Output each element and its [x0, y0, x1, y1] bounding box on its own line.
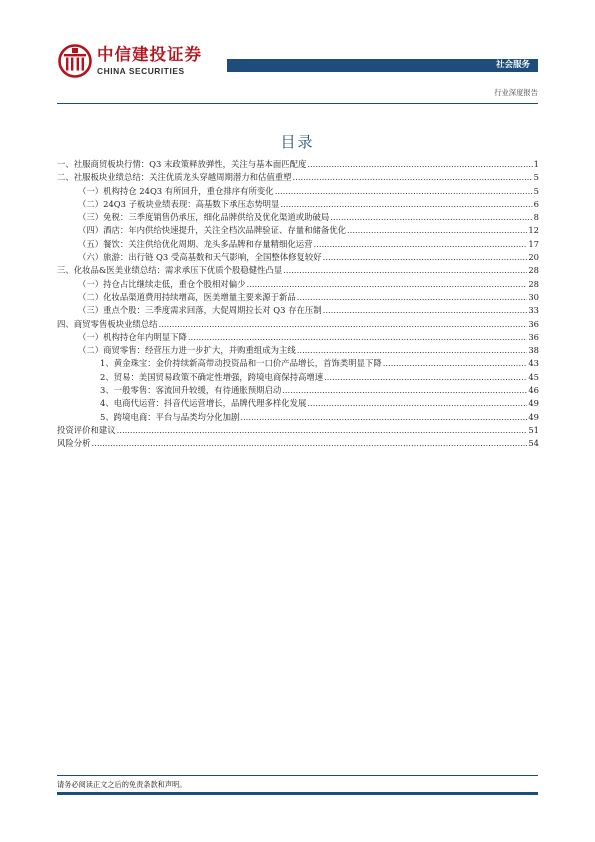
toc-entry-page: 5 [533, 172, 539, 183]
toc-entry-page: 1 [533, 159, 539, 169]
toc-leader-dots [240, 411, 527, 424]
toc-entry[interactable] [57, 424, 539, 437]
toc-entry-page: 30 [528, 291, 539, 302]
toc-entry-page: 33 [528, 305, 539, 316]
toc-entry[interactable] [57, 158, 539, 171]
toc-entry-label: 5、跨境电商：平台与品类均分化加剧 [100, 411, 240, 422]
toc-leader-dots [280, 198, 532, 211]
toc-entry-page: 17 [528, 238, 539, 249]
toc-leader-dots [323, 304, 528, 317]
toc-leader-dots [307, 397, 527, 410]
toc-entry[interactable] [57, 331, 539, 344]
toc-entry-label: 2、贸易：美国贸易政策不确定性增强，跨境电商保持高增速 [100, 371, 324, 382]
toc-leader-dots [283, 264, 527, 277]
toc-entry-page: 5 [533, 185, 539, 196]
toc-leader-dots [323, 251, 528, 264]
footer-bar [57, 792, 538, 795]
toc-leader-dots [247, 278, 528, 291]
toc-title: 目录 [280, 133, 315, 151]
logo-english-name: CHINA SECURITIES [97, 66, 185, 77]
toc-entry-label: 一、社服商贸板块行情：Q3 末政策释放弹性，关注与基本面匹配度 [57, 159, 307, 169]
toc-entry-label: （三）免税：三季度销售仍承压，细化品牌供给及优化渠道或助破局 [78, 212, 330, 223]
citic-logo-icon [58, 44, 92, 78]
toc-entry-label: （六）旅游：出行链 Q3 受高基数和天气影响，全国整体修复较好 [78, 252, 322, 263]
toc-entry[interactable] [57, 357, 539, 370]
toc-leader-dots [347, 224, 527, 237]
toc-entry-label: 风险分析 [57, 438, 91, 449]
toc-leader-dots [324, 371, 527, 384]
toc-entry[interactable] [57, 211, 539, 224]
report-type-label: 行业深度报告 [494, 88, 538, 97]
toc-entry-page: 8 [533, 212, 539, 223]
toc-entry-label: 3、一般零售：客流回升较缓，有待通胀预期启动 [100, 385, 282, 396]
table-of-contents [57, 158, 539, 451]
toc-leader-dots [282, 384, 527, 397]
toc-entry-label: 四、商贸零售板块业绩总结 [57, 318, 158, 329]
toc-entry[interactable] [57, 198, 539, 211]
toc-entry[interactable] [57, 384, 539, 397]
toc-entry-label: （四）酒店：年内供给快速提升，关注全档次品牌验证、存量和储备优化 [78, 225, 346, 236]
toc-entry-page: 51 [528, 424, 539, 435]
toc-entry[interactable] [57, 251, 539, 264]
disclaimer-text: 请务必阅读正文之后的免责条款和声明。 [57, 780, 187, 789]
company-logo [58, 44, 202, 78]
toc-entry-label: 1、黄金珠宝：金价持续新高带动投资品和一口价产品增长，首饰类明显下降 [100, 358, 382, 369]
toc-entry-page: 36 [528, 331, 539, 342]
toc-entry-page: 43 [528, 358, 539, 369]
logo-chinese-name: 中信建投证券 [97, 44, 202, 64]
toc-entry[interactable] [57, 185, 539, 198]
footer-divider [57, 775, 538, 776]
toc-entry-label: （一）机构持仓 24Q3 有所回升，重仓排序有所变化 [78, 185, 274, 196]
toc-entry-page: 36 [528, 318, 539, 329]
toc-entry-label: （五）餐饮：关注供给优化周期、龙头多品牌和存量精细化运营 [78, 238, 313, 249]
toc-entry[interactable] [57, 291, 539, 304]
toc-entry-page: 54 [528, 438, 539, 449]
toc-leader-dots [117, 424, 528, 437]
toc-entry[interactable] [57, 397, 539, 410]
toc-entry[interactable] [57, 171, 539, 184]
header-divider [57, 103, 538, 104]
toc-entry-page: 49 [528, 398, 539, 409]
toc-leader-dots [293, 171, 533, 184]
toc-entry[interactable] [57, 437, 539, 450]
toc-entry-page: 45 [528, 371, 539, 382]
toc-entry[interactable] [57, 278, 539, 291]
toc-entry-label: （二）化妆品渠道费用持续增高，医美增量主要来源于新品 [78, 291, 296, 302]
toc-entry-page: 6 [533, 198, 539, 209]
section-banner: 社会服务 [227, 59, 538, 72]
toc-entry-page: 12 [528, 225, 539, 236]
toc-entry[interactable] [57, 224, 539, 237]
toc-leader-dots [297, 291, 528, 304]
toc-leader-dots [383, 357, 528, 370]
toc-leader-dots [188, 331, 527, 344]
toc-entry[interactable] [57, 318, 539, 331]
toc-entry-page: 28 [528, 278, 539, 289]
toc-entry-label: （一）持仓占比继续走低，重仓个股相对偏少 [78, 278, 246, 289]
toc-entry-page: 38 [528, 345, 539, 356]
toc-entry-label: 二、社服板块业绩总结：关注优质龙头穿越周期潜力和估值重塑 [57, 172, 292, 183]
toc-entry-page: 46 [528, 385, 539, 396]
toc-entry-label: （二）商贸零售：经营压力进一步扩大，并购重组成为主线 [78, 345, 296, 356]
toc-entry-page: 28 [528, 265, 539, 276]
toc-entry-label: （一）机构持仓年内明显下降 [78, 331, 187, 342]
toc-leader-dots [275, 185, 533, 198]
toc-leader-dots [92, 437, 528, 450]
toc-entry[interactable] [57, 304, 539, 317]
toc-leader-dots [314, 238, 528, 251]
toc-entry-label: （二）24Q3 子板块业绩表现：高基数下承压态势明显 [78, 198, 280, 209]
toc-entry[interactable] [57, 411, 539, 424]
toc-leader-dots [297, 344, 528, 357]
toc-entry-label: 4、电商代运营：抖音代运营增长，品牌代理多样化发展 [100, 398, 307, 409]
toc-entry[interactable] [57, 371, 539, 384]
toc-leader-dots [307, 158, 532, 171]
toc-entry[interactable] [57, 264, 539, 277]
toc-entry[interactable] [57, 344, 539, 357]
toc-leader-dots [330, 211, 532, 224]
toc-entry-page: 49 [528, 411, 539, 422]
toc-entry-label: （三）重点个股：三季度需求回落，大促周期拉长对 Q3 存在压制 [78, 305, 322, 316]
toc-entry-label: 三、化妆品&医美业绩总结：需求承压下优质个股稳健性凸显 [57, 265, 283, 276]
toc-entry-page: 20 [528, 252, 539, 263]
toc-leader-dots [159, 318, 528, 331]
toc-entry-label: 投资评价和建议 [57, 424, 116, 435]
toc-entry[interactable] [57, 238, 539, 251]
